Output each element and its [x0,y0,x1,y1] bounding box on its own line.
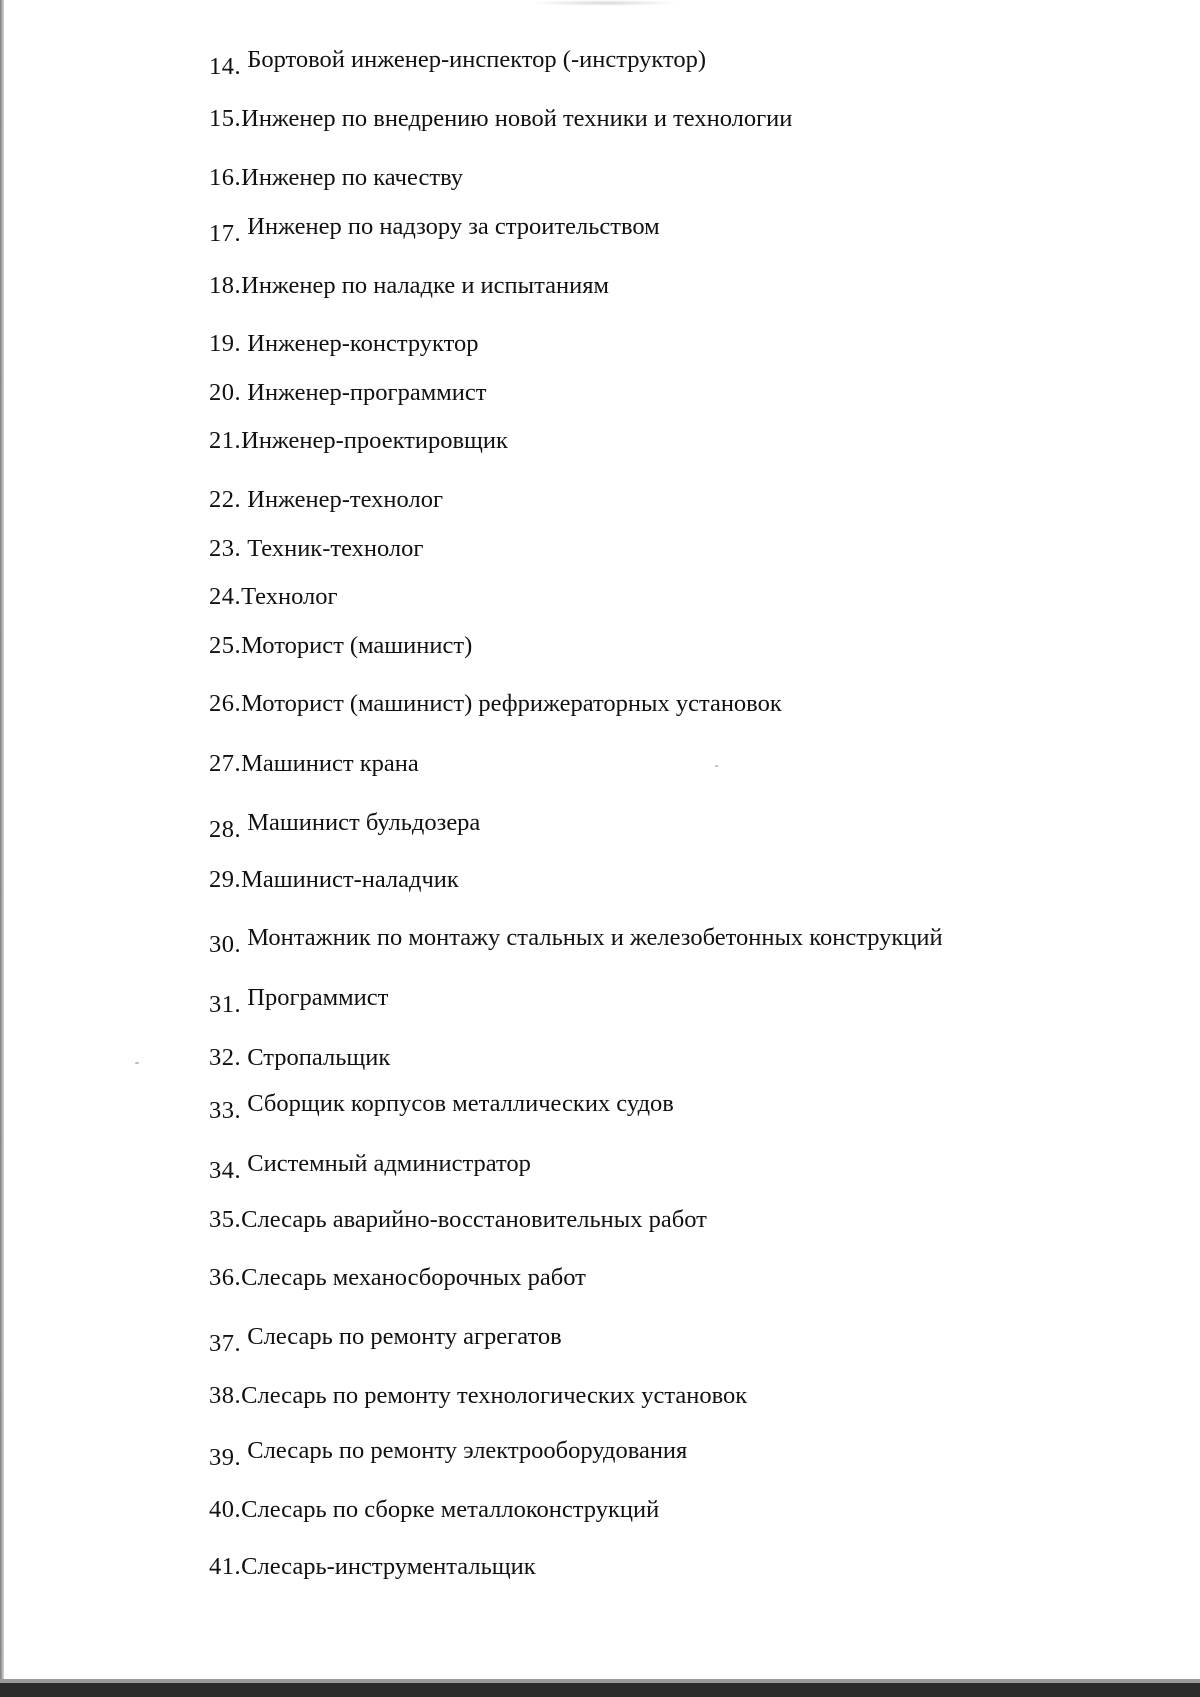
item-text: Инженер по качеству [241,164,464,191]
item-text: Инженер по внедрению новой техники и технологии [241,105,793,132]
list-item [209,865,459,895]
item-number: 19. [209,330,242,357]
list-item [209,631,472,661]
item-number: 39. [209,1444,242,1471]
item-number: 27. [209,750,242,777]
item-text: Программист [247,984,389,1011]
item-text: Машинист-наладчик [241,866,459,893]
item-number: 25. [209,632,242,659]
list-item [209,378,486,408]
item-text: Моторист (машинист) [241,632,473,659]
item-number: 40. [209,1496,242,1523]
item-text: Инженер по надзору за строительством [247,213,660,240]
list-item [209,271,609,301]
list-item [209,749,419,779]
list-item [209,1552,536,1582]
item-number: 30. [209,931,242,958]
list-item [209,983,389,1018]
item-text: Слесарь аварийно-восстановительных работ [241,1206,707,1233]
item-text: Стропальщик [247,1044,391,1071]
item-number: 26. [209,690,242,717]
item-number: 14. [209,53,242,80]
item-number: 15. [209,105,242,132]
page-bottom-edge [0,1683,1200,1697]
list-item [209,329,478,359]
list-item [209,1043,390,1073]
item-number: 37. [209,1330,242,1357]
list-item [209,534,423,564]
item-text: Сборщик корпусов металлических судов [247,1090,674,1117]
list-item [209,923,943,958]
item-text: Технолог [241,583,338,610]
item-number: 31. [209,991,242,1018]
list-item [209,1436,688,1471]
item-number: 35. [209,1206,242,1233]
list-item [209,808,481,843]
list-item [209,1263,586,1293]
list-item [209,1381,747,1411]
item-text: Слесарь по сборке металлоконструкций [241,1496,660,1523]
item-number: 17. [209,220,242,247]
item-number: 20. [209,379,242,406]
item-number: 22. [209,486,242,513]
list-item [209,1495,659,1525]
list-item [209,689,782,719]
item-number: 34. [209,1157,242,1184]
list-item [209,1322,562,1357]
item-number: 29. [209,866,242,893]
item-number: 33. [209,1097,242,1124]
item-text: Инженер-конструктор [247,330,479,357]
list-item [209,163,463,193]
item-text: Инженер-технолог [247,486,443,513]
item-number: 21. [209,427,242,454]
item-text: Слесарь по ремонту электрооборудования [247,1437,688,1464]
list-item [209,485,443,515]
item-text: Бортовой инженер-инспектор (-инструктор) [247,46,707,73]
item-text: Техник-технолог [247,535,424,562]
item-text: Инженер по наладке и испытаниям [241,272,609,299]
item-text: Моторист (машинист) рефрижераторных установок [241,690,782,717]
item-number: 36. [209,1264,242,1291]
item-number: 16. [209,164,242,191]
list-item [209,1205,707,1235]
item-text: Слесарь-инструментальщик [241,1553,536,1580]
item-text: Слесарь по ремонту технологических установок [241,1382,748,1409]
list-item [209,1089,674,1124]
item-text: Машинист крана [241,750,419,777]
list-item [209,1149,531,1184]
list-item [209,582,338,612]
item-number: 18. [209,272,242,299]
item-number: 23. [209,535,242,562]
item-text: Монтажник по монтажу стальных и железобетонных конструкций [247,924,943,951]
item-text: Инженер-программист [247,379,487,406]
item-number: 38. [209,1382,242,1409]
item-number: 41. [209,1553,242,1580]
list-item [209,104,792,134]
list-item [209,212,660,247]
item-text: Системный администратор [247,1150,531,1177]
item-number: 32. [209,1044,242,1071]
item-text: Слесарь по ремонту агрегатов [247,1323,562,1350]
list-item [209,426,508,456]
list-item [209,45,707,80]
item-number: 28. [209,816,242,843]
item-text: Машинист бульдозера [247,809,481,836]
item-text: Инженер-проектировщик [241,427,508,454]
item-text: Слесарь механосборочных работ [241,1264,586,1291]
item-number: 24. [209,583,242,610]
